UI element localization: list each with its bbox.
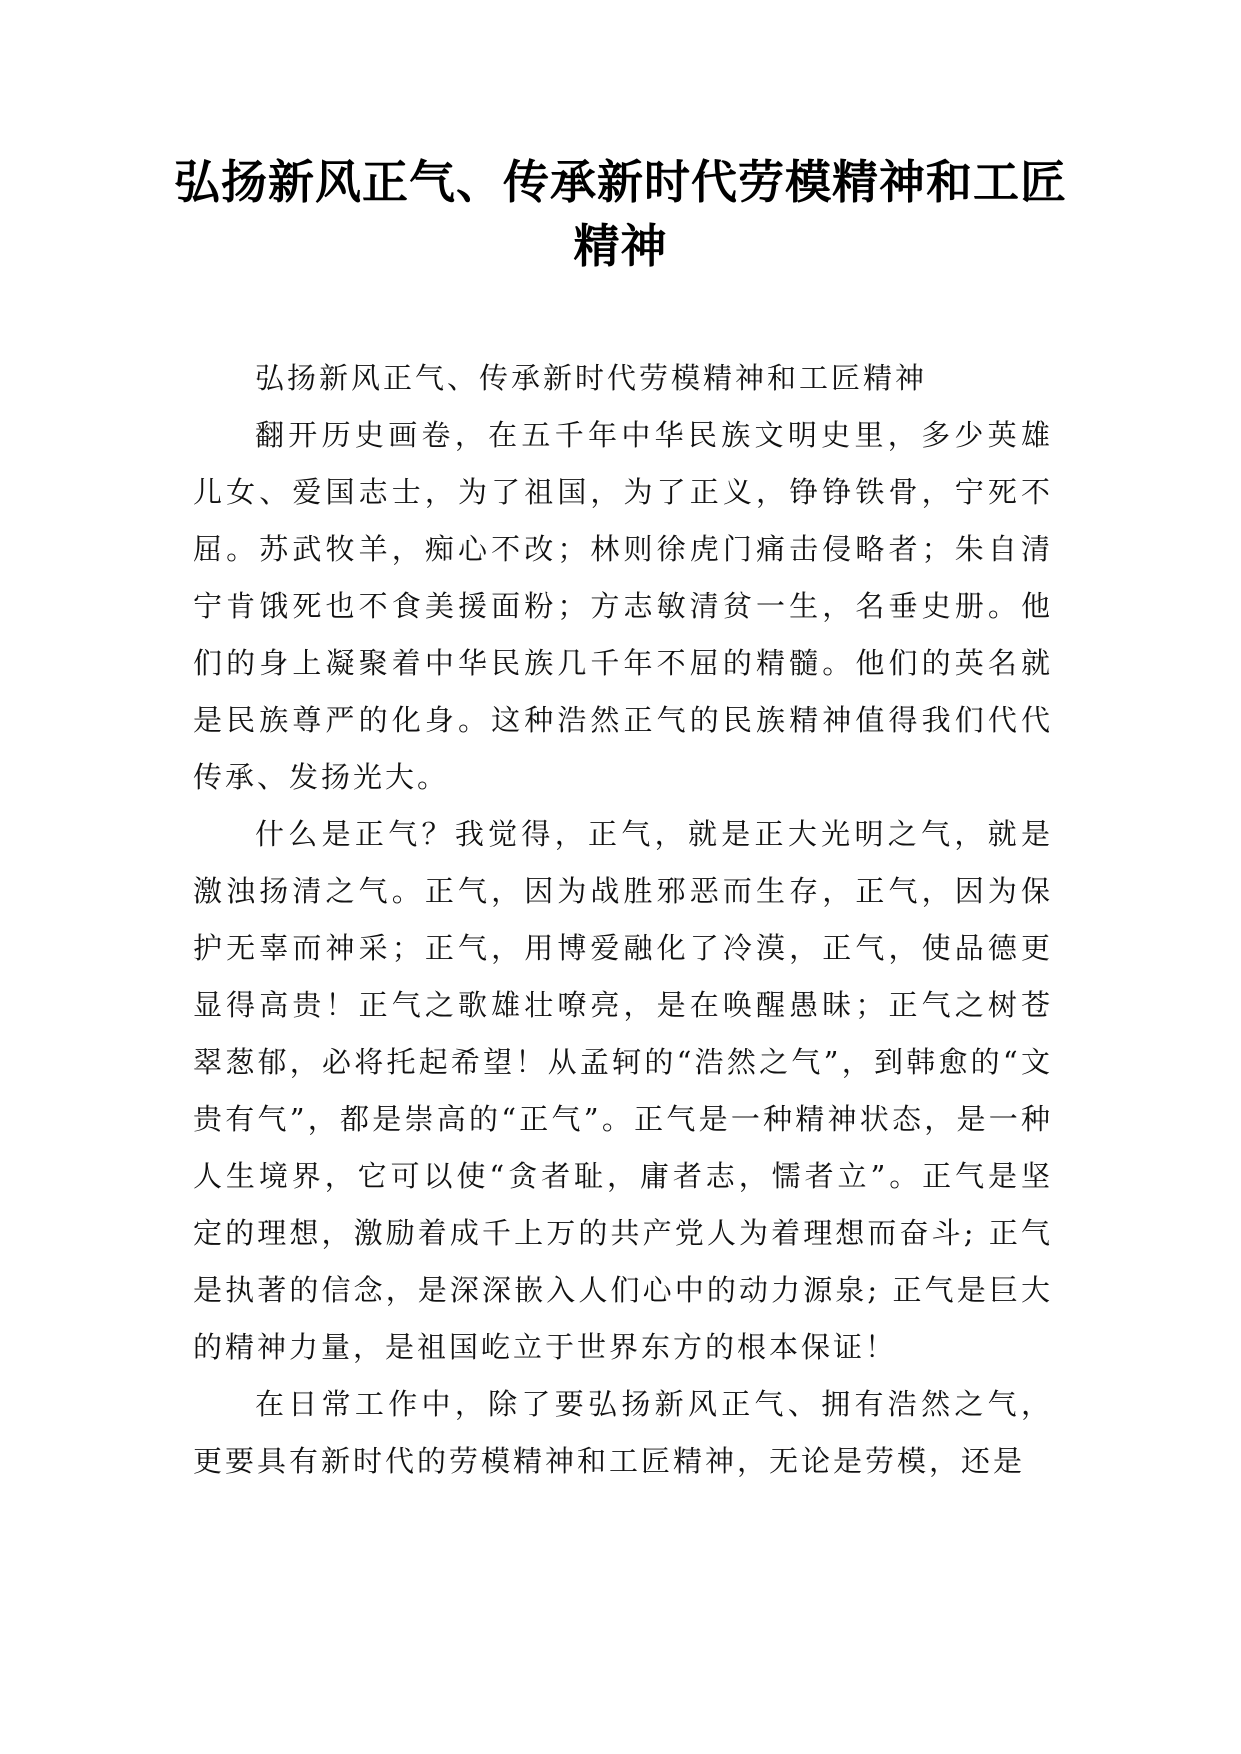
paragraph-work-spirit: 在日常工作中，除了要弘扬新风正气、拥有浩然之气，更要具有新时代的劳模精神和工匠精神，无论是劳模，还是: [193, 1387, 1053, 1478]
paragraph-history: 翻开历史画卷，在五千年中华民族文明史里，多少英雄儿女、爱国志士，为了祖国，为了正义，铮铮铁骨，宁死不屈。苏武牧羊，痴心不改；林则徐虎门痛击侵略者；朱自清宁肯饿死也不食美援面粉；方志敏清贫一生，名垂史册。他们的身上凝聚着中华民族几千年不屈的精髓。他们的英名就是民族尊严的化身。这种浩然正气的民族精神值得我们代代传承、发扬光大。: [193, 418, 1053, 794]
title-line-2: 精神: [573, 219, 668, 273]
paragraph-righteousness: 什么是正气？我觉得，正气，就是正大光明之气，就是激浊扬清之气。正气，因为战胜邪恶而生存，正气，因为保护无辜而神采；正气，用博爱融化了冷漠，正气，使品德更显得高贵！正气之歌雄壮嘹亮，是在唤醒愚昧；正气之树苍翠葱郁，必将托起希望！从孟轲的“浩然之气”，到韩愈的“文贵有气”，都是崇高的“正气”。正气是一种精神状态，是一种人生境界，它可以使“贪者耻，庸者志，懦者立”。正气是坚定的理想，激励着成千上万的共产党人为着理想而奋斗; 正气是执著的信念，是深深嵌入人们心中的动力源泉; 正气是巨大的精神力量，是祖国屹立于世界东方的根本保证！: [193, 817, 1053, 1364]
document-body: [193, 350, 1053, 1490]
document-title: [150, 150, 1091, 278]
paragraph-subtitle: 弘扬新风正气、传承新时代劳模精神和工匠精神: [255, 361, 928, 395]
title-line-1: 弘扬新风正气、传承新时代劳模精神和工匠: [174, 155, 1067, 209]
